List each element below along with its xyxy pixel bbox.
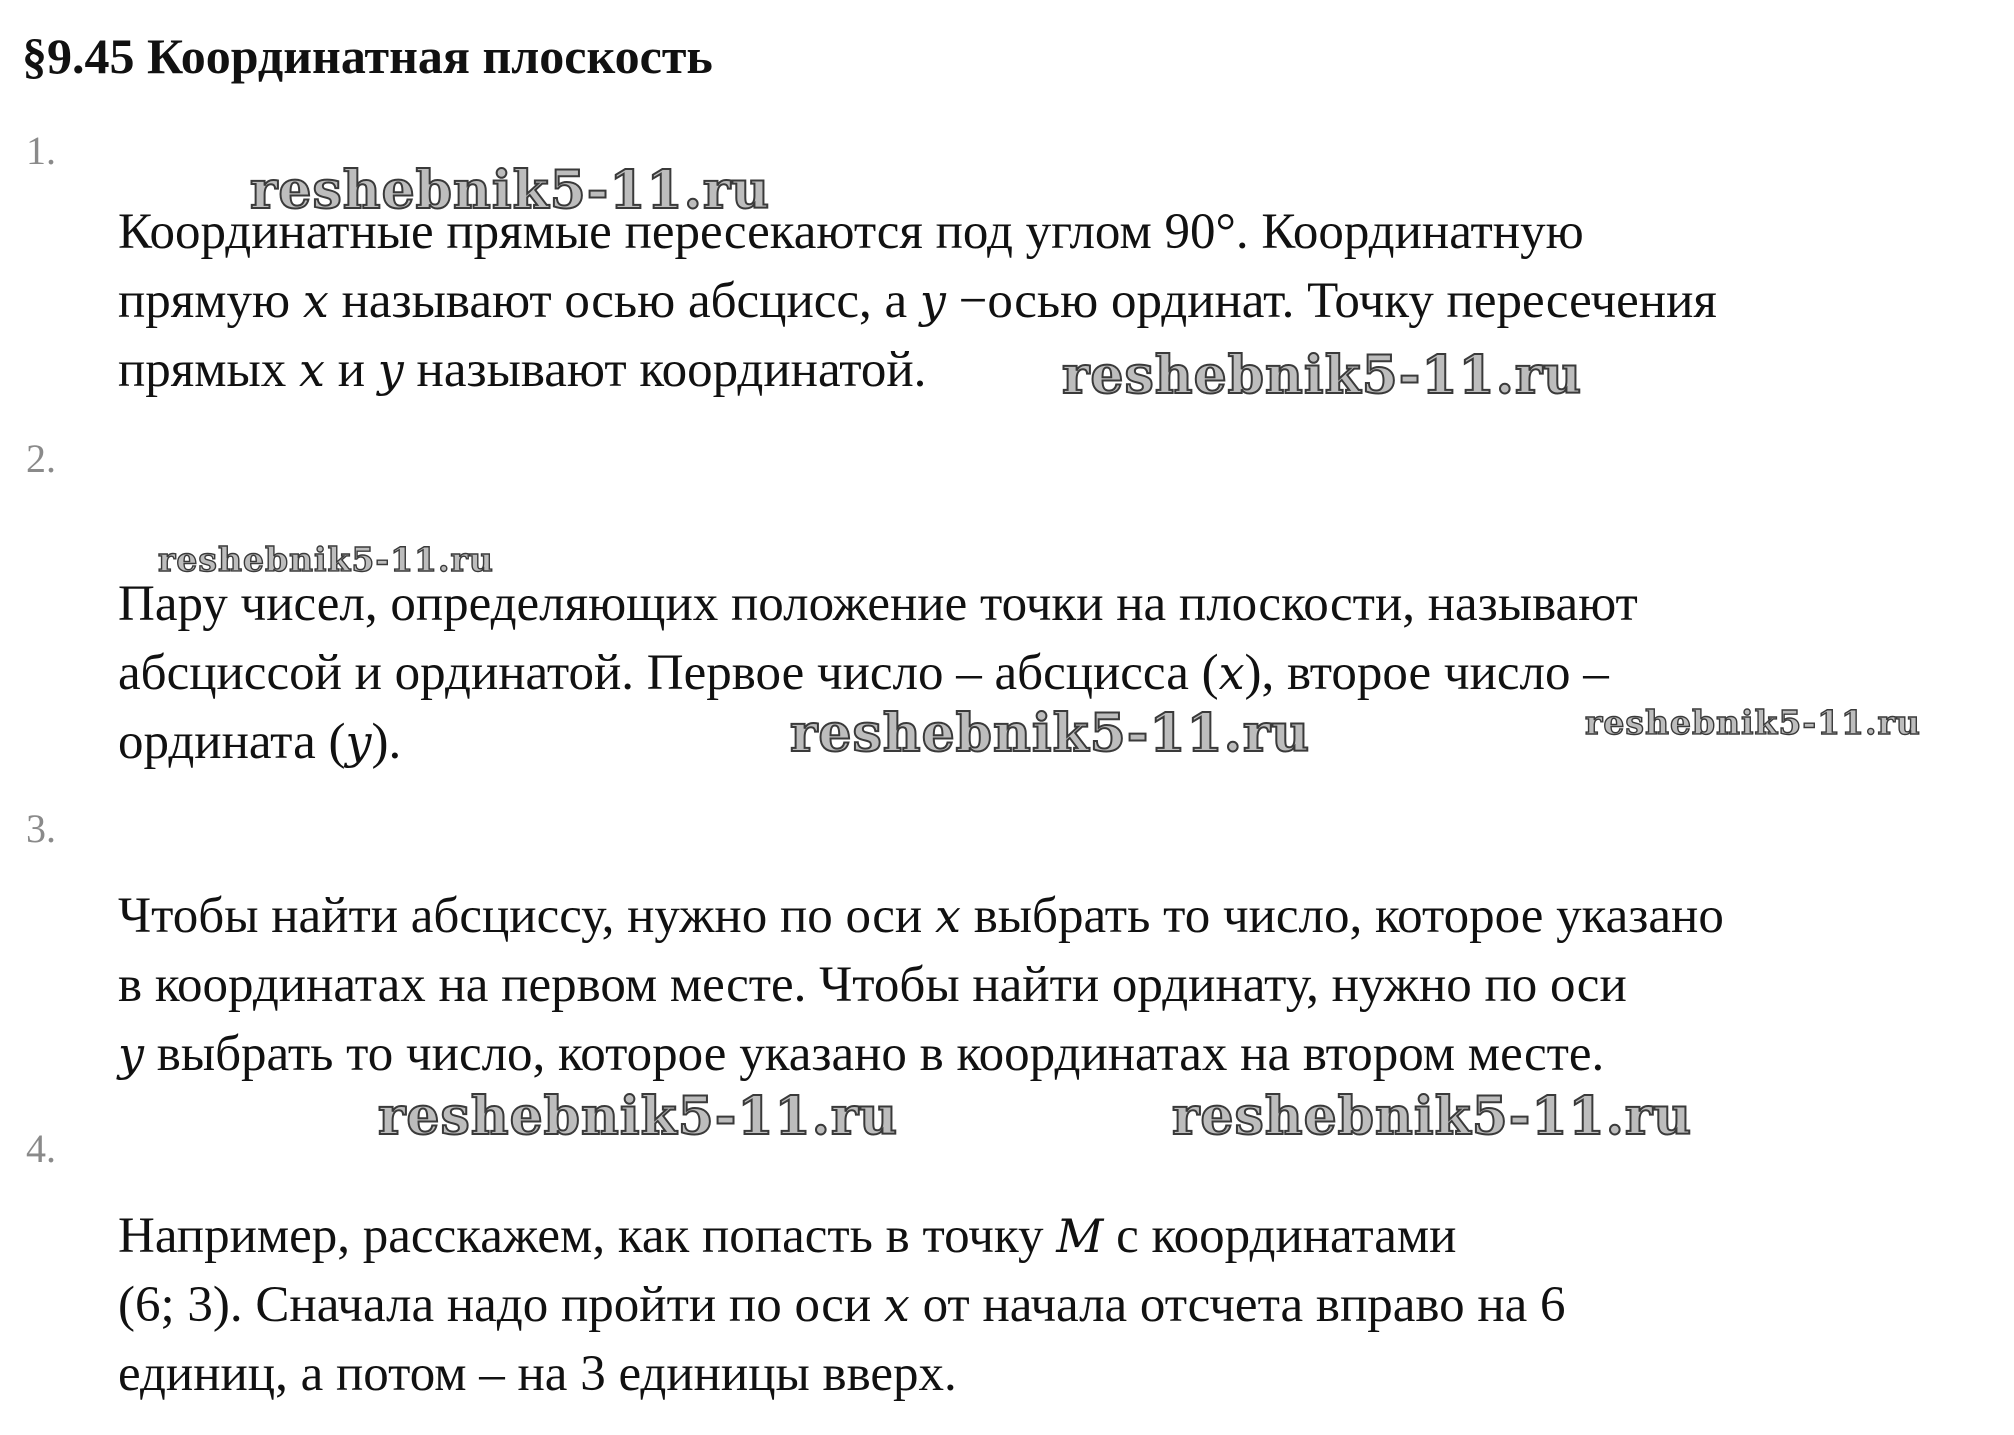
paragraph-1-line-2: прямую x называют осью абсцисс, а y −осью ординат. Точку пересечения <box>118 273 1717 329</box>
paragraph-4-line-1: Например, расскажем, как попасть в точку M с координатами <box>118 1208 1457 1264</box>
page-title: §9.45 Координатная плоскость <box>22 28 713 84</box>
watermark: reshebnik5-11.ru <box>250 160 771 221</box>
watermark: reshebnik5-11.ru <box>1062 345 1583 406</box>
watermark: reshebnik5-11.ru <box>1585 703 1921 742</box>
watermark: reshebnik5-11.ru <box>158 540 494 579</box>
paragraph-2-line-2: абсциссой и ординатой. Первое число – абсцисса (x), второе число – <box>118 645 1609 701</box>
paragraph-2-line-1: Пару чисел, определяющих положение точки на плоскости, называют <box>118 576 1638 632</box>
item-number-2: 2. <box>26 436 56 481</box>
paragraph-1-line-3: прямых x и y называют координатой. <box>118 342 927 398</box>
paragraph-3-line-1: Чтобы найти абсциссу, нужно по оси x выбрать то число, которое указано <box>118 888 1724 944</box>
paragraph-3-line-3: y выбрать то число, которое указано в координатах на втором месте. <box>118 1026 1605 1082</box>
paragraph-1 <box>118 198 1998 405</box>
item-number-1: 1. <box>26 128 56 173</box>
paragraph-3 <box>118 882 1998 1089</box>
watermark: reshebnik5-11.ru <box>1172 1086 1693 1147</box>
paragraph-4 <box>118 1202 1998 1409</box>
paragraph-1-line-1: Координатные прямые пересекаются под углом 90°. Координатную <box>118 204 1584 260</box>
paragraph-4-line-3: единиц, а потом – на 3 единицы вверх. <box>118 1346 957 1402</box>
watermark: reshebnik5-11.ru <box>790 703 1311 764</box>
item-number-4: 4. <box>26 1126 56 1171</box>
paragraph-2-line-3: ордината (y). <box>118 714 402 770</box>
item-number-3: 3. <box>26 806 56 851</box>
paragraph-4-line-2: (6; 3). Сначала надо пройти по оси x от начала отсчета вправо на 6 <box>118 1277 1566 1333</box>
watermark: reshebnik5-11.ru <box>378 1086 899 1147</box>
paragraph-3-line-2: в координатах на первом месте. Чтобы найти ординату, нужно по оси <box>118 957 1627 1013</box>
